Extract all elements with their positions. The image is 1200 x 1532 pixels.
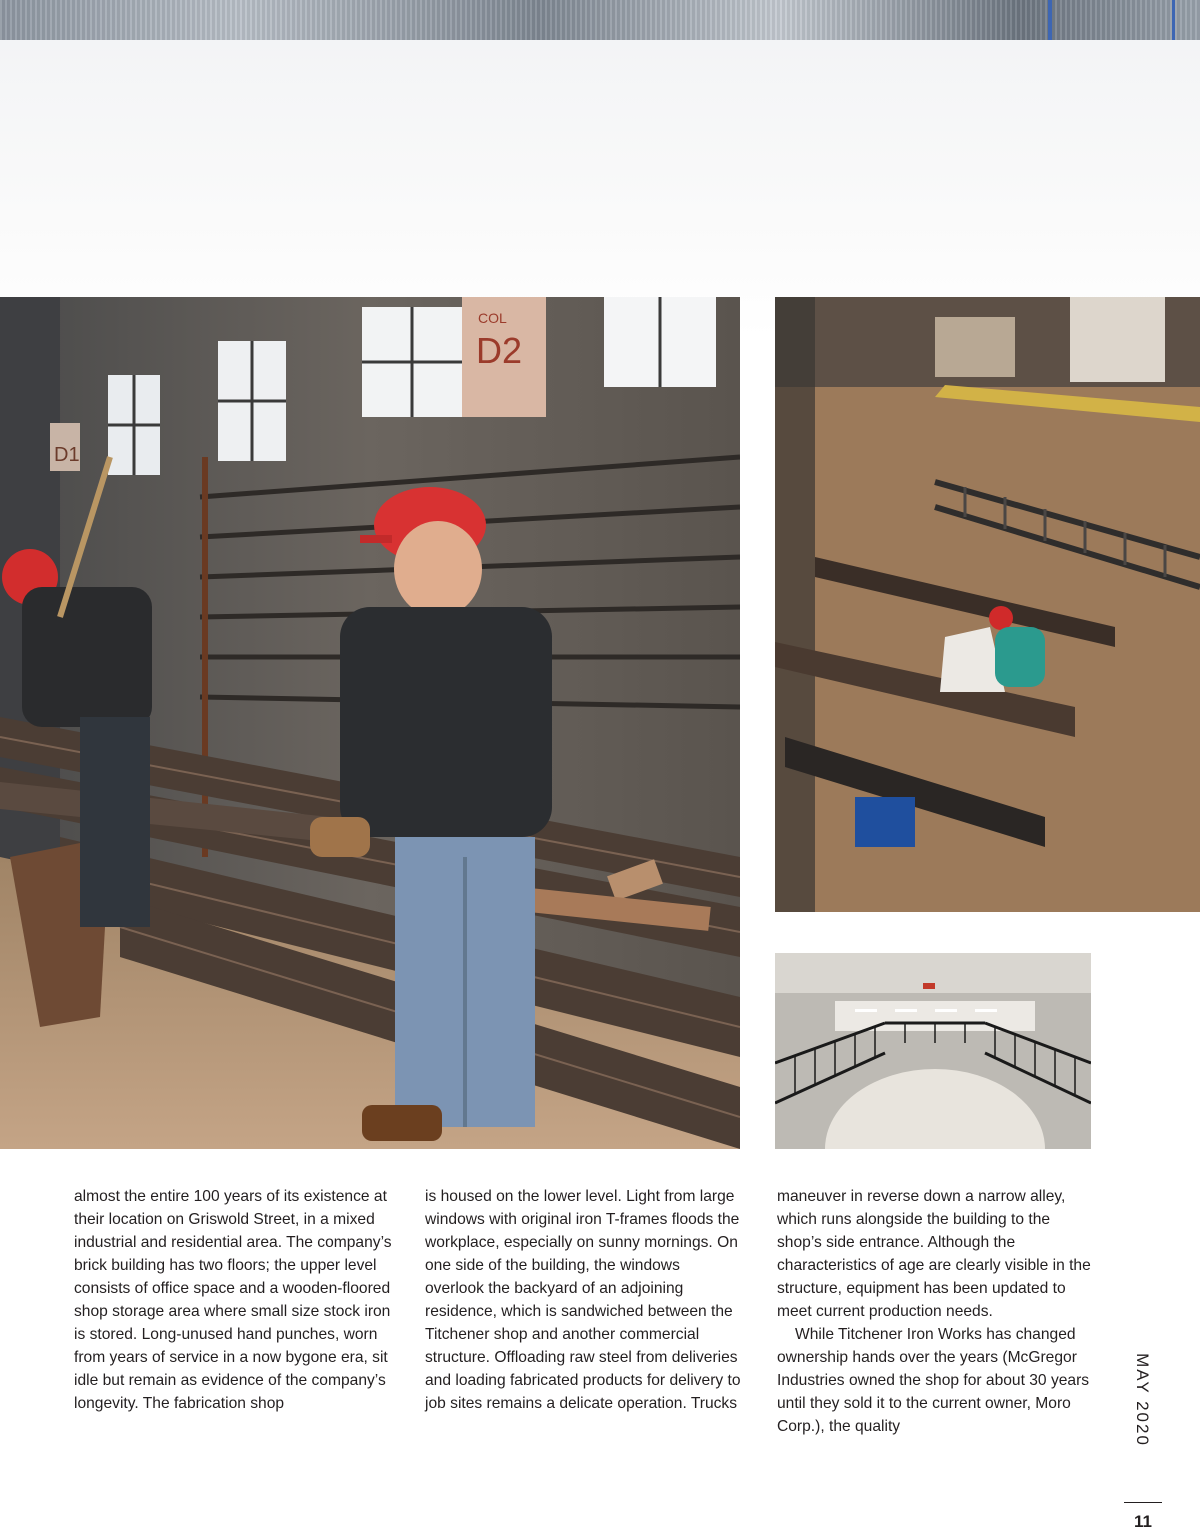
article-column-2: [425, 1185, 743, 1415]
photo-ornamental-staircase: [775, 953, 1091, 1149]
header-accent-stripe: [1048, 0, 1052, 40]
header-accent-stripe: [1172, 0, 1175, 40]
column-sign-d2: D2: [476, 330, 523, 371]
folio-rule: [1124, 1502, 1162, 1503]
article-paragraph: maneuver in reverse down a narrow alley, which runs alongside the building to the shop’s side entrance. Although the characteristics of age are clearly visible in the structure, equipment has been updated to meet current production needs.: [777, 1188, 1091, 1320]
page-number: 11: [1134, 1512, 1152, 1531]
header-metal-band: [0, 0, 1200, 40]
photo-workers-moving-steel: [0, 297, 740, 1149]
article-paragraph: is housed on the lower level. Light from large windows with original iron T-frames floods the workplace, especially on sunny mornings. On one side of the building, the windows overlook the backyard of an adjoining residence, which is sandwiched between the Titchener shop and another commercial structure. Offloading raw steel from deliveries and loading fabricated products for delivery to job sites remains a delicate operation. Trucks: [425, 1188, 741, 1412]
column-sign-d1: D1: [54, 444, 80, 466]
issue-date: MAY 2020: [1133, 1353, 1152, 1447]
article-paragraph: While Titchener Iron Works has changed ownership hands over the years (McGregor Industries owned the shop for about 30 years until they sold it to the current owner, Moro Corp.), the quality: [777, 1326, 1090, 1435]
photo-overhead-fabrication-shop: [775, 297, 1200, 912]
article-column-3: [777, 1185, 1093, 1438]
article-column-1: [74, 1185, 392, 1415]
article-paragraph: almost the entire 100 years of its existence at their location on Griswold Street, in a mixed industrial and residential area. The company’s brick building has two floors; the upper level consists of office space and a wooden-floored shop storage area where small size stock iron is stored. Long-unused hand punches, worn from years of service in a now bygone era, sit idle but remain as evidence of the company’s longevity. The fabrication shop: [74, 1188, 392, 1412]
column-sign-col: COL: [478, 310, 507, 326]
